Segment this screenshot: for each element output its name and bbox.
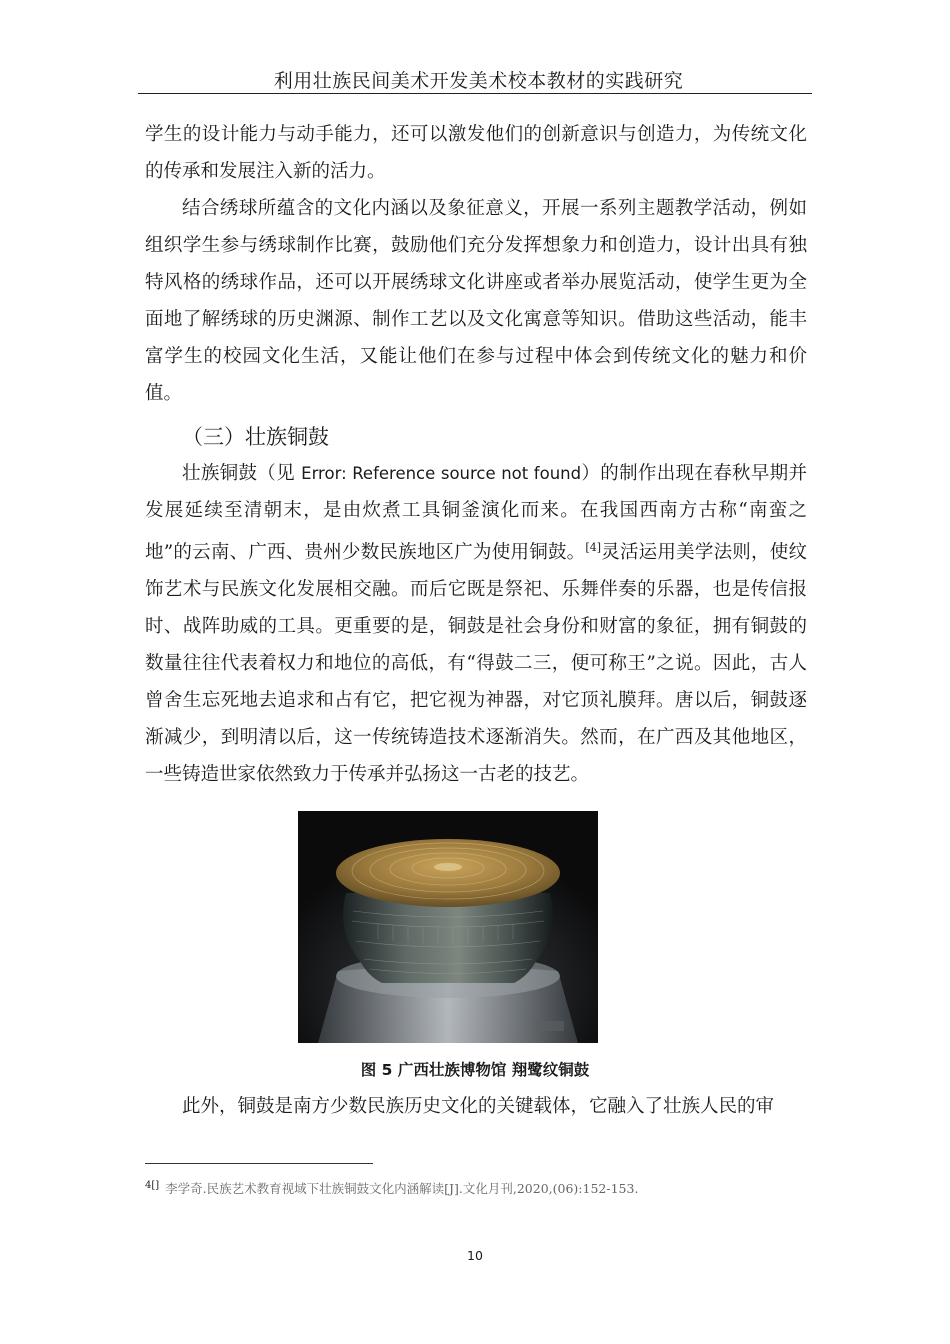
body-block-top bbox=[145, 116, 807, 412]
body-block-bottom bbox=[145, 1088, 807, 1125]
paragraph-1: 学生的设计能力与动手能力，还可以激发他们的创新意识与创造力，为传统文化的传承和发展注入新的活力。 bbox=[145, 124, 807, 182]
footnote bbox=[145, 1179, 638, 1197]
bronze-drum-photo bbox=[298, 811, 598, 1043]
paragraph-3-middle: ）的制作出现在春秋早期并发展延续至清朝末，是由炊煮工具铜釜演化而来。在我国西南方古称“南蛮之地”的云南、广西、贵州少数民族地区广为使用铜鼓。 bbox=[145, 463, 807, 563]
paragraph-4: 此外，铜鼓是南方少数民族历史文化的关键载体，它融入了壮族人民的审 bbox=[182, 1096, 775, 1117]
paragraph-3 bbox=[145, 455, 807, 793]
body-block-middle bbox=[145, 455, 807, 793]
paragraph-3-rest: 灵活运用美学法则，使纹饰艺术与民族文化发展相交融。而后它既是祭祀、乐舞伴奏的乐器，也是传信报时、战阵助威的工具。更重要的是，铜鼓是社会身份和财富的象征，拥有铜鼓的数量往往代表着权力和地位的高低，有“得鼓二三，便可称王”之说。因此，古人曾舍生忘死地去追求和占有它，把它视为神器，对它顶礼膜拜。唐以后，铜鼓逐渐减少，到明清以后，这一传统铸造技术逐渐消失。然而，在广西及其他地区，一些铸造世家依然致力于传承并弘扬这一古老的技艺。 bbox=[145, 542, 807, 785]
citation-marker[interactable]: [4] bbox=[585, 541, 601, 554]
footnote-rule bbox=[145, 1163, 373, 1164]
paragraph-2: 结合绣球所蕴含的文化内涵以及象征意义，开展一系列主题教学活动，例如组织学生参与绣球制作比赛，鼓励他们充分发挥想象力和创造力，设计出具有独特风格的绣球作品，还可以开展绣球文化讲座或者举办展览活动，使学生更为全面地了解绣球的历史渊源、制作工艺以及文化寓意等知识。借助这些活动，能丰富学生的校园文化生活，又能让他们在参与过程中体会到传统文化的魅力和价值。 bbox=[145, 198, 807, 404]
section-heading: （三）壮族铜鼓 bbox=[182, 425, 329, 449]
header-rule bbox=[138, 93, 812, 94]
page-number: 10 bbox=[467, 1248, 483, 1263]
running-header: 利用壮族民间美术开发美术校本教材的实践研究 bbox=[273, 70, 684, 92]
footnote-marker[interactable]: 4[] bbox=[145, 1180, 160, 1191]
paragraph-3-lead: 壮族铜鼓（见 bbox=[182, 463, 302, 484]
footnote-text: 李学奇.民族艺术教育视域下壮族铜鼓文化内涵解读[J].文化月刊,2020,(06):152-153. bbox=[165, 1181, 639, 1196]
figure-caption: 图 5 广西壮族博物馆 翔鹭纹铜鼓 bbox=[360, 1061, 590, 1079]
bronze-drum-illustration bbox=[298, 811, 598, 1043]
cross-reference-error[interactable]: Error: Reference source not found bbox=[301, 464, 582, 483]
